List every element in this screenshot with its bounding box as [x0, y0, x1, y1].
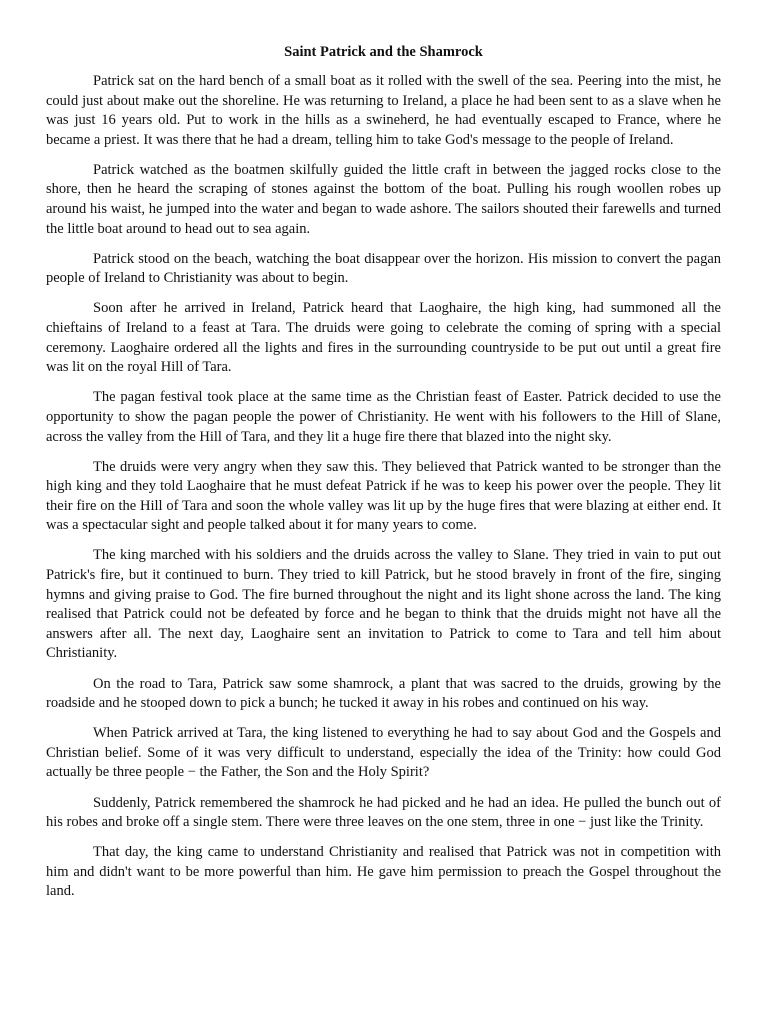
- paragraph-6: The druids were very angry when they saw this. They believed that Patrick wanted to be stronger than the high king and they told Laoghaire that he must defeat Patrick if he was to keep his power over the people. They lit their fire on the Hill of Tara and soon the whole valley was lit up by the huge fires that were blazing at either end. It was a spectacular sight and people talked about it for many years to come.: [46, 458, 721, 534]
- paragraph-8: On the road to Tara, Patrick saw some shamrock, a plant that was sacred to the druids, growing by the roadside and he stooped down to pick a bunch; he tucked it away in his robes and continued on his way.: [46, 675, 721, 712]
- document-title: Saint Patrick and the Shamrock: [284, 44, 483, 60]
- paragraph-7: The king marched with his soldiers and the druids across the valley to Slane. They tried in vain to put out Patrick's fire, but it continued to burn. They tried to kill Patrick, but he stood bravely in front of the fire, singing hymns and giving praise to God. The fire burned throughout the night and its light shone across the land. The king realised that Patrick could not be defeated by force and he began to think that the druids might not have all the answers after all. The next day, Laoghaire sent an invitation to Patrick to come to Tara and tell him about Christianity.: [46, 547, 721, 662]
- paragraph-4: Soon after he arrived in Ireland, Patrick heard that Laoghaire, the high king, had summoned all the chieftains of Ireland to a feast at Tara. The druids were going to celebrate the coming of spring with a special ceremony. Laoghaire ordered all the lights and fires in the surrounding countryside to be put out until a great fire was lit on the royal Hill of Tara.: [46, 300, 721, 376]
- paragraph-10: Suddenly, Patrick remembered the shamrock he had picked and he had an idea. He pulled the bunch out of his robes and broke off a single stem. There were three leaves on the one stem, three in one − just like the Trinity.: [46, 794, 721, 831]
- paragraph-2: Patrick watched as the boatmen skilfully guided the little craft in between the jagged rocks close to the shore, then he heard the scraping of stones against the bottom of the boat. Pulling his rough woollen robes up around his waist, he jumped into the water and began to wade ashore. The sailors shouted their farewells and turned the little boat around to head out to sea again.: [46, 161, 721, 237]
- paragraph-1: Patrick sat on the hard bench of a small boat as it rolled with the swell of the sea. Peering into the mist, he could just about make out the shoreline. He was returning to Ireland, a place he had been sent to as a slave when he was just 16 years old. Put to work in the hills as a swineherd, he had eventually escaped to France, where he became a priest. It was there that he had a dream, telling him to take God's message to the people of Ireland.: [46, 73, 721, 148]
- paragraph-11: That day, the king came to understand Christianity and realised that Patrick was not in competition with him and didn't want to be more powerful than him. He gave him permission to preach the Gospel throughout the land.: [46, 844, 721, 900]
- paragraph-3: Patrick stood on the beach, watching the boat disappear over the horizon. His mission to convert the pagan people of Ireland to Christianity was about to begin.: [46, 250, 721, 287]
- paragraph-5: The pagan festival took place at the same time as the Christian feast of Easter. Patrick decided to use the opportunity to show the pagan people the power of Christianity. He went with his followers to the Hill of Slane, across the valley from the Hill of Tara, and they lit a huge fire there that blazed into the night sky.: [46, 389, 721, 445]
- paragraph-9: When Patrick arrived at Tara, the king listened to everything he had to say about God and the Gospels and Christian belief. Some of it was very difficult to understand, especially the idea of the Trinity: how could God actually be three people − the Father, the Son and the Holy Spirit?: [46, 725, 721, 781]
